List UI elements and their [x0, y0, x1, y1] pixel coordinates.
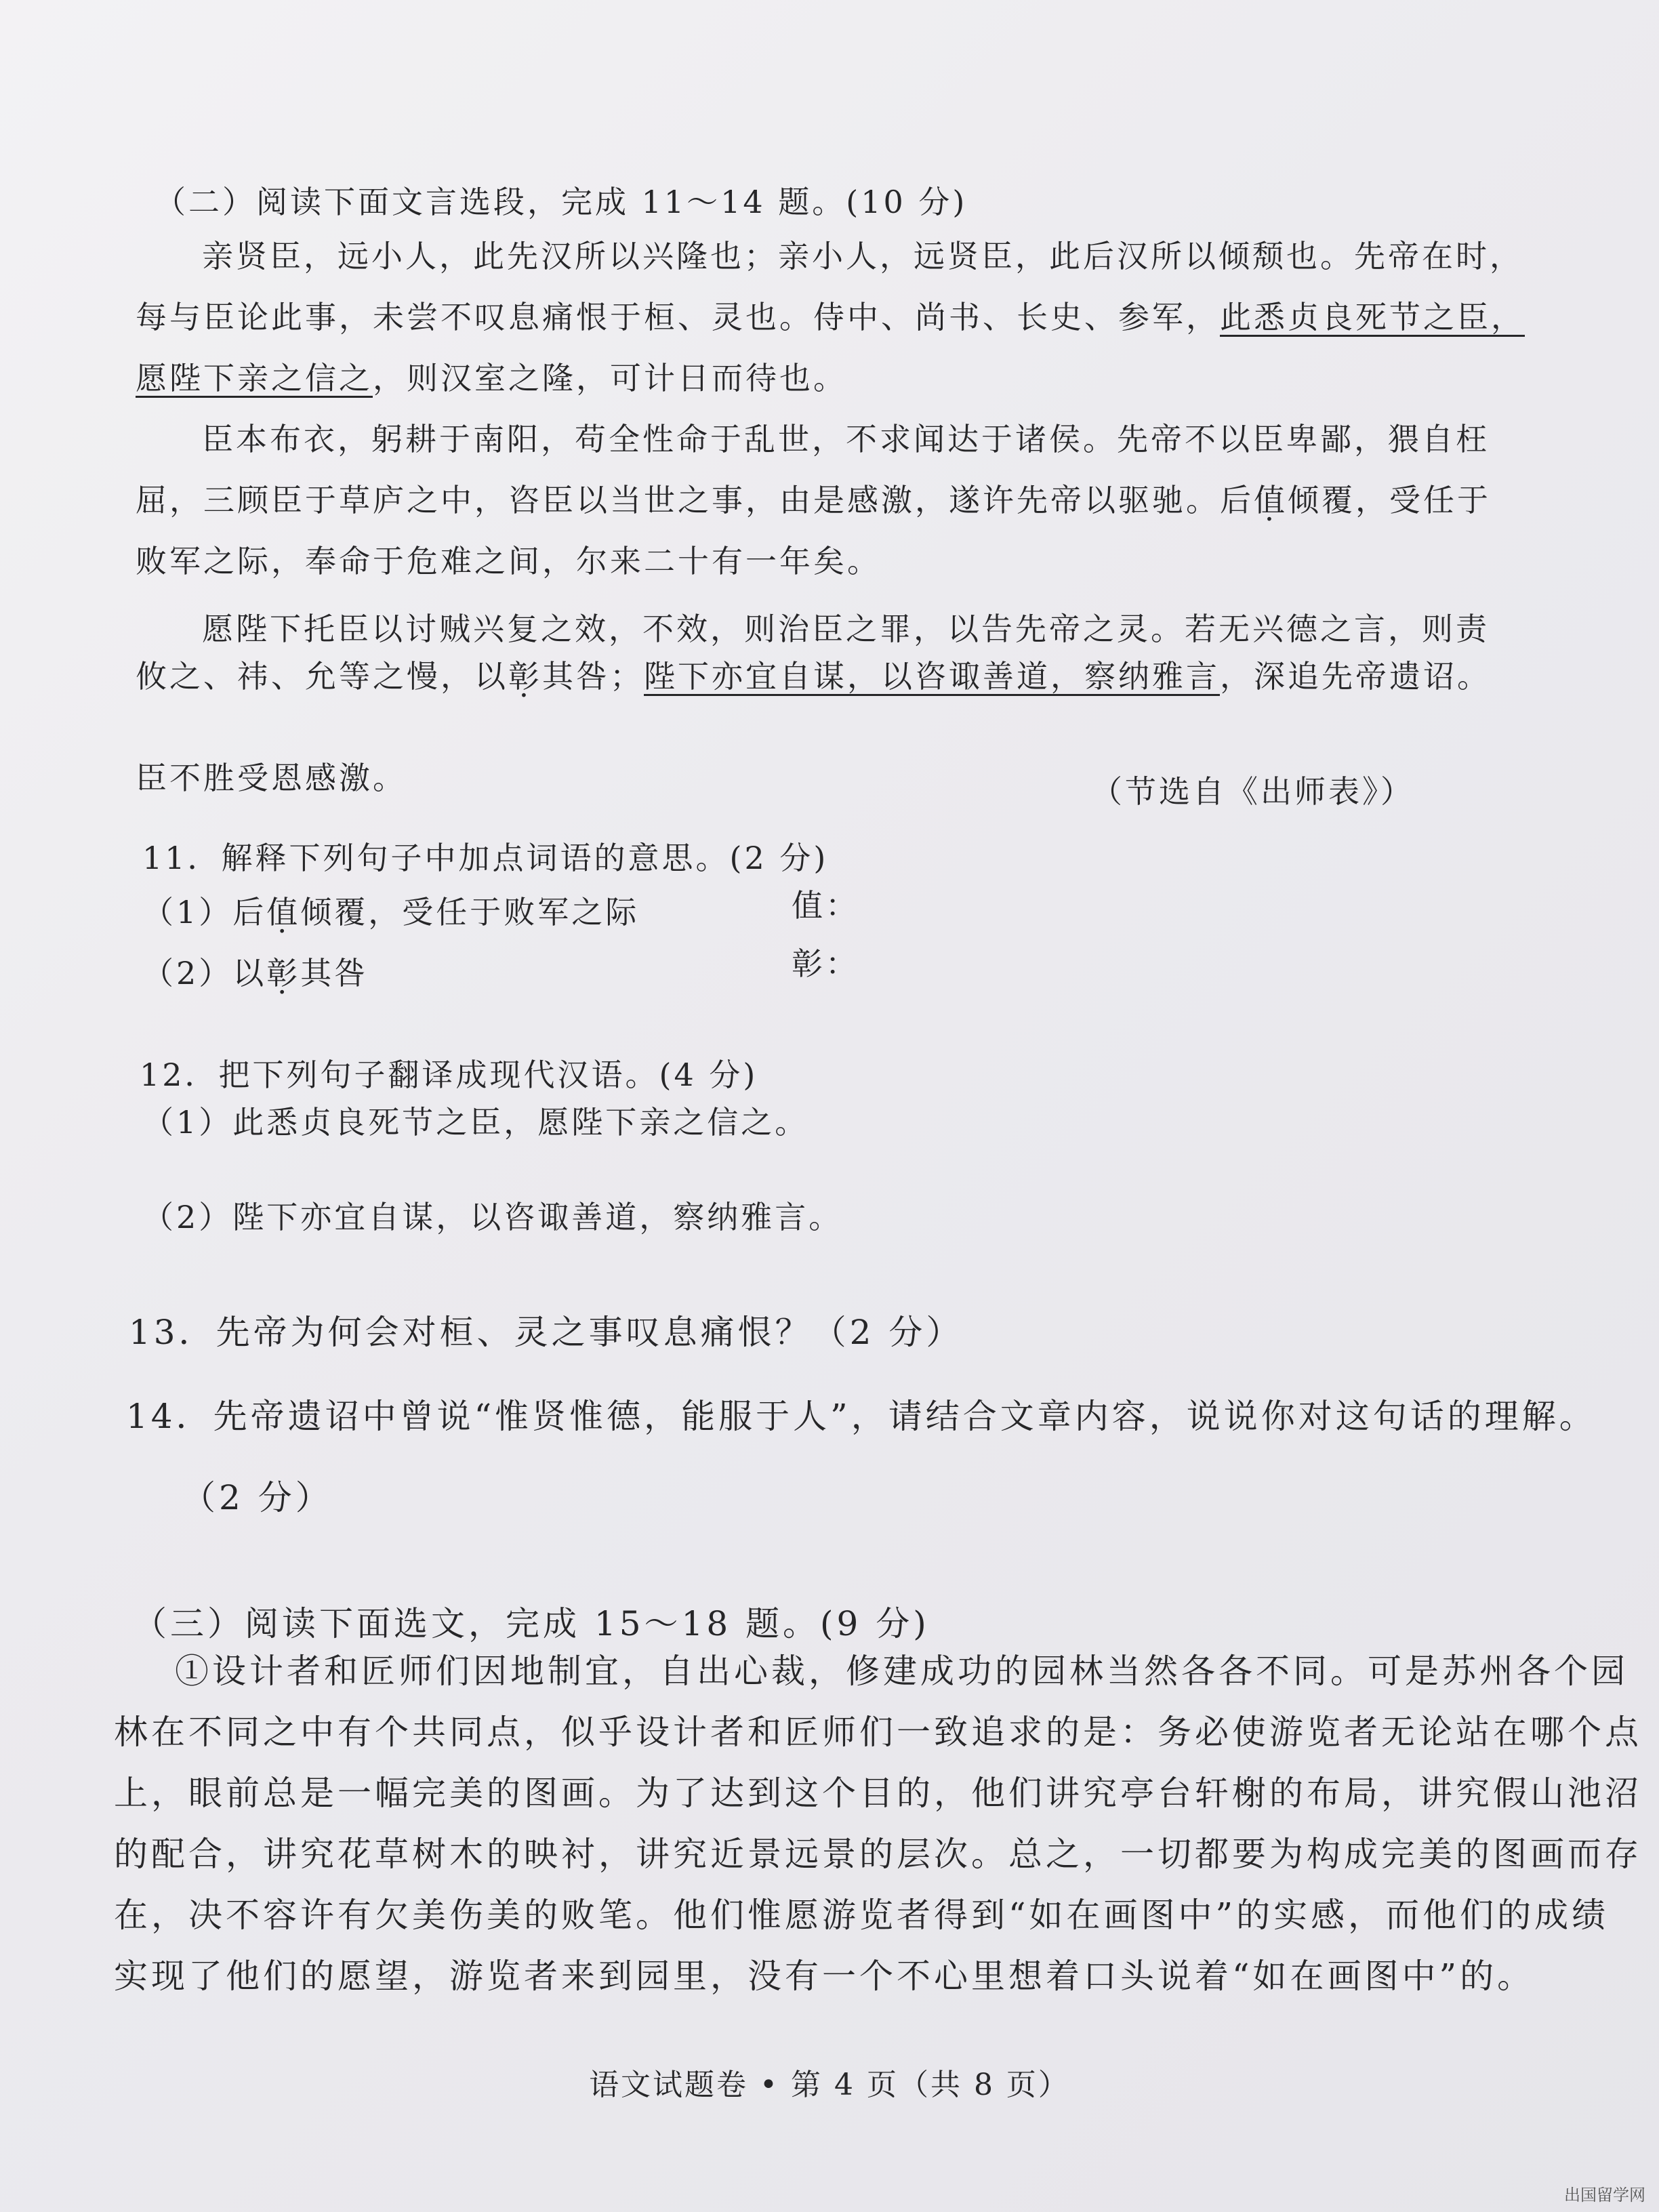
- passage-line: 林在不同之中有个共同点，似乎设计者和匠师们一致追求的是：务必使游览者无论站在哪个点: [114, 1713, 1642, 1752]
- underlined-sentence: 此悉贞良死节之臣，: [1220, 299, 1525, 335]
- passage-line: 在，决不容许有欠美伤美的败笔。他们惟愿游览者得到“如在画图中”的实感，而他们的成绩: [114, 1896, 1610, 1935]
- passage-line: 每与臣论此事，未尝不叹息痛恨于桓、灵也。侍中、尚书、长史、参军，此悉贞良死节之臣，: [136, 299, 1525, 335]
- underlined-sentence: 陛下亦宜自谋，以咨诹善道，察纳雅言: [644, 658, 1220, 695]
- passage-line: 愿陛下托臣以讨贼兴复之效，不效，则治臣之罪，以告先帝之灵。若无兴德之言，则责: [202, 611, 1490, 647]
- question-12: 12．把下列句子翻译成现代汉语。(4 分): [140, 1057, 758, 1093]
- section3-heading: （三）阅读下面选文，完成 15～18 题。(9 分): [133, 1604, 930, 1643]
- watermark: 出国留学网: [1564, 2186, 1645, 2205]
- dotted-word: 值: [1254, 482, 1288, 518]
- answer-label-zhi: 值：: [792, 887, 859, 924]
- passage-line: 攸之、祎、允等之慢，以彰其咎；陛下亦宜自谋，以咨诹善道，察纳雅言，深追先帝遗诏。: [136, 658, 1491, 695]
- passage-line: 臣不胜受恩感激。: [136, 760, 407, 796]
- question-13: 13．先帝为何会对桓、灵之事叹息痛恨？（2 分）: [129, 1313, 964, 1352]
- passage-line: 实现了他们的愿望，游览者来到园里，没有一个不心里想着口头说着“如在画图中”的。: [114, 1957, 1535, 1996]
- dotted-word: 彰: [266, 955, 301, 991]
- dotted-word: 彰: [508, 658, 542, 695]
- dotted-word: 值: [266, 894, 301, 930]
- answer-label-zhang: 彰：: [792, 945, 859, 982]
- question-12-item-1: （1）此悉贞良死节之臣，愿陛下亲之信之。: [142, 1104, 809, 1141]
- passage-line: 亲贤臣，远小人，此先汉所以兴隆也；亲小人，远贤臣，此后汉所以倾颓也。先帝在时，: [202, 238, 1523, 274]
- passage-line: 愿陛下亲之信之，则汉室之隆，可计日而待也。: [136, 360, 847, 396]
- passage-line: 屈，三顾臣于草庐之中，咨臣以当世之事，由是感激，遂许先帝以驱驰。后值倾覆，受任于: [136, 482, 1491, 518]
- page-footer: 语文试题卷 • 第 4 页（共 8 页）: [589, 2068, 1070, 2102]
- passage-line: 上，眼前总是一幅完美的图画。为了达到这个目的，他们讲究亭台轩榭的布局，讲究假山池沼: [114, 1774, 1642, 1813]
- question-14-score: （2 分）: [182, 1478, 333, 1517]
- passage-line: 败军之际，奉命于危难之间，尔来二十有一年矣。: [136, 543, 881, 579]
- question-11-item-2: （2）以彰其咎: [142, 955, 369, 991]
- underlined-sentence: 愿陛下亲之信之: [136, 360, 373, 396]
- passage-line: ①设计者和匠师们因地制宜，自出心裁，修建成功的园林当然各各不同。可是苏州各个园: [175, 1652, 1629, 1691]
- question-11: 11．解释下列句子中加点词语的意思。(2 分): [142, 840, 829, 876]
- passage-line: 的配合，讲究花草树木的映衬，讲究近景远景的层次。总之，一切都要为构成完美的图画而存: [114, 1835, 1642, 1874]
- question-12-item-2: （2）陛下亦宜自谋，以咨诹善道，察纳雅言。: [142, 1199, 843, 1235]
- section2-heading: （二）阅读下面文言选段，完成 11～14 题。(10 分): [155, 184, 968, 220]
- passage-line: 臣本布衣，躬耕于南阳，苟全性命于乱世，不求闻达于诸侯。先帝不以臣卑鄙，猥自枉: [202, 421, 1490, 457]
- passage-source: （节选自《出师表》）: [1091, 773, 1414, 810]
- question-14: 14．先帝遗诏中曾说“惟贤惟德，能服于人”，请结合文章内容，说说你对这句话的理解。: [126, 1397, 1597, 1436]
- question-11-item-1: （1）后值倾覆，受任于败军之际: [142, 894, 640, 930]
